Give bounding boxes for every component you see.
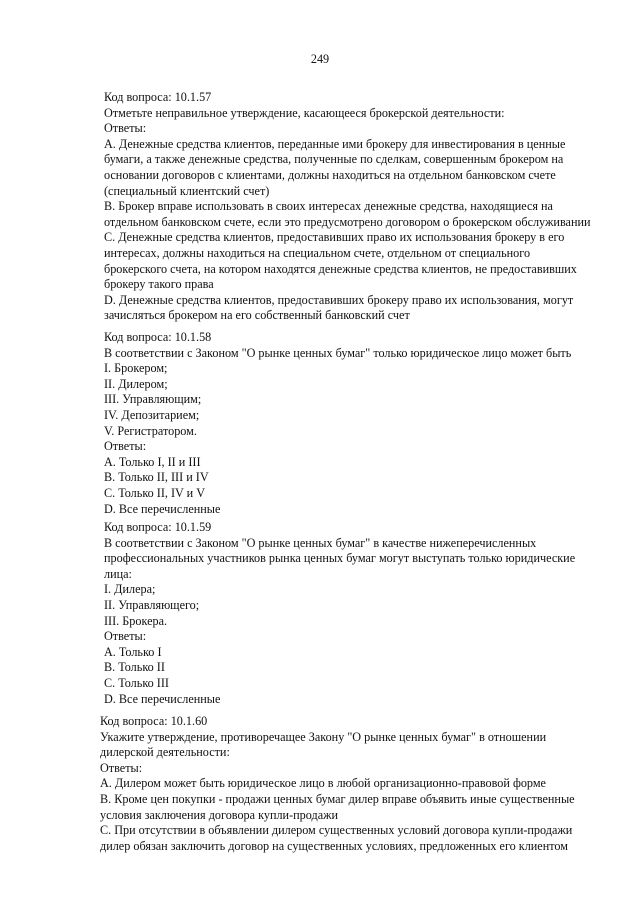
answer-line: B. Только II — [104, 660, 165, 675]
option-line: III. Управляющим; — [104, 392, 202, 407]
question-text: Укажите утверждение, противоречащее Закону "О рынке ценных бумаг" в отношении — [100, 729, 547, 744]
answers-label: Ответы: — [104, 439, 147, 454]
answer-line: C. Только II, IV и V — [104, 485, 206, 500]
option-line: I. Дилера; — [104, 582, 156, 597]
answer-line: брокерского счета, на котором находятся денежные средства клиентов, не предоставивших — [104, 261, 577, 276]
question-text: В соответствии с Законом "О рынке ценных бумаг" только юридическое лицо может быть — [104, 345, 572, 360]
question-code: Код вопроса: 10.1.58 — [104, 330, 212, 344]
answer-line: D. Все перечисленные — [104, 691, 221, 706]
answer-line: C. Денежные средства клиентов, предоставивших право их использования брокеру в его — [104, 230, 565, 245]
answer-line: отдельном банковском счете, если это предусмотрено договором о брокерском обслуживании — [104, 214, 591, 229]
option-line: II. Управляющего; — [104, 597, 200, 612]
option-line: I. Брокером; — [104, 361, 168, 376]
question-text: дилерской деятельности: — [100, 745, 230, 760]
answer-line: брокеру такого права — [104, 277, 214, 292]
question-text: лица: — [104, 566, 132, 581]
answer-line: бумаги, а также денежные средства, полученные по сделкам, совершенным брокером на — [104, 152, 564, 167]
option-line: II. Дилером; — [104, 376, 168, 391]
answer-line: условия заключения договора купли-продажи — [100, 807, 339, 822]
answer-line: C. При отсутствии в объявлении дилером существенных условий договора купли-продажи — [100, 823, 573, 838]
answers-label: Ответы: — [100, 760, 143, 775]
answer-line: B. Брокер вправе использовать в своих интересах денежные средства, находящиеся на — [104, 199, 553, 214]
answer-line: D. Все перечисленные — [104, 501, 221, 516]
answer-line: B. Кроме цен покупки - продажи ценных бумаг дилер вправе объявить иные существенные — [100, 791, 575, 806]
question-text: профессиональных участников рынка ценных бумаг могут выступать только юридические — [104, 551, 576, 566]
answer-line: интересах, должны находиться на специальном счете, отдельном от специального — [104, 245, 531, 260]
answers-label: Ответы: — [104, 629, 147, 644]
answer-line: дилер обязан заключить договор на существенных условиях, предложенных его клиентом — [100, 838, 568, 853]
answer-line: основании договоров с клиентами, должны находиться на отдельном банковском счете — [104, 167, 556, 182]
answer-line: зачисляться брокером на его собственный банковский счет — [104, 308, 410, 323]
answer-line: D. Денежные средства клиентов, предоставивших брокеру право их использования, могут — [104, 292, 574, 307]
question-block — [104, 90, 634, 324]
page-number: 249 — [310, 52, 330, 66]
answer-line: А. Денежные средства клиентов, переданные ими брокеру для инвестирования в ценные — [104, 136, 566, 151]
question-text: В соответствии с Законом "О рынке ценных бумаг" в качестве нижеперечисленных — [104, 535, 537, 550]
answer-line: B. Только II, III и IV — [104, 470, 209, 485]
question-code: Код вопроса: 10.1.57 — [104, 90, 212, 104]
option-line: V. Регистратором. — [104, 423, 197, 438]
option-line: IV. Депозитарием; — [104, 407, 200, 422]
question-code: Код вопроса: 10.1.60 — [100, 714, 208, 728]
question-block — [100, 714, 630, 854]
answer-line: A. Только I — [104, 644, 162, 659]
answers-label: Ответы: — [104, 121, 147, 136]
answer-line: C. Только III — [104, 675, 169, 690]
question-code: Код вопроса: 10.1.59 — [104, 520, 212, 534]
answer-line: A. Дилером может быть юридическое лицо в любой организационно-правовой форме — [100, 776, 546, 791]
option-line: III. Брокера. — [104, 613, 168, 628]
question-block — [104, 330, 634, 517]
question-block — [104, 520, 634, 707]
answer-line: A. Только I, II и III — [104, 454, 201, 469]
question-text: Отметьте неправильное утверждение, касающееся брокерской деятельности: — [104, 105, 505, 120]
answer-line: (специальный клиентский счет) — [104, 183, 270, 198]
